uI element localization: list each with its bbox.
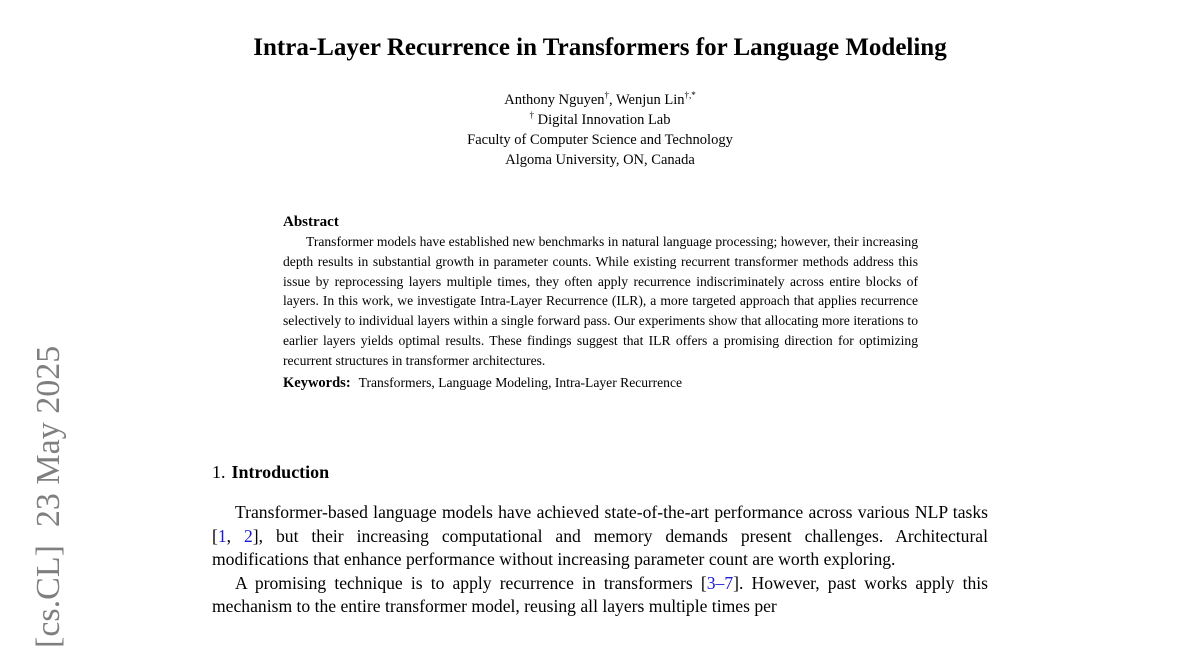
abstract-section [283,212,918,393]
paragraph-text: ], but their increasing computational and memory demands present challenges. Architectural modifications that enhance performance without increasing parameter count are worth exploring. [212,525,988,569]
keywords-list: Transformers, Language Modeling, Intra-Layer Recurrence [358,374,683,390]
arxiv-side-stamp [28,288,70,648]
author-mark: † [604,90,610,100]
author-separator: , [609,92,617,108]
affiliation-mark: † [529,110,534,120]
abstract-heading: Abstract [283,214,339,230]
section-title: Introduction [231,462,330,482]
paragraph [212,572,988,619]
affiliation-lab [212,110,988,130]
citation-link[interactable]: 1 [217,525,227,546]
introduction-body [212,501,988,619]
author-mark: †,* [684,90,696,100]
arxiv-category: [cs.CL] [30,545,67,648]
paragraph-text: ]. However, past works apply this mechanism to the entire transformer model, reusing all layers multiple times per [212,572,989,616]
citation-link[interactable]: 3–7 [706,572,734,593]
keywords-line [283,373,918,393]
author-block [212,90,988,170]
section-number: 1. [212,462,226,482]
section-heading-introduction [212,460,329,484]
author-name: Anthony Nguyen [504,92,605,108]
paper-title: Intra-Layer Recurrence in Transformers for Language Modeling [253,34,947,61]
author-line [212,90,988,110]
affiliation-lab-name: Digital Innovation Lab [533,112,671,128]
arxiv-date: 23 May 2025 [30,345,67,528]
paragraph-text: A promising technique is to apply recurrence in transformers [ [235,572,707,593]
paragraph [212,501,988,572]
citation-link[interactable]: 2 [244,525,253,546]
keywords-label: Keywords: [283,374,351,391]
citation-separator: , [226,525,244,546]
paragraph-text: Transformer-based language models have achieved state-of-the-art performance across various NLP tasks [ [212,502,988,546]
affiliation-faculty: Faculty of Computer Science and Technology [467,132,733,148]
abstract-body: Transformer models have established new benchmarks in natural language processing; however, their increasing depth results in substantial growth in parameter counts. While existing recurrent transformer methods address this issue by reprocessing layers multiple times, they often apply recurrence indiscriminately across entire blocks of layers. In this work, we investigate Intra-Layer Recurrence (ILR), a more targeted approach that applies recurrence selectively to individual layers within a single forward pass. Our experiments show that allocating more iterations to earlier layers yields optimal results. These findings suggest that ILR offers a promising direction for optimizing recurrent structures in transformer architectures. [283,234,918,368]
affiliation-university: Algoma University, ON, Canada [505,152,695,168]
author-name: Wenjun Lin [616,92,685,108]
